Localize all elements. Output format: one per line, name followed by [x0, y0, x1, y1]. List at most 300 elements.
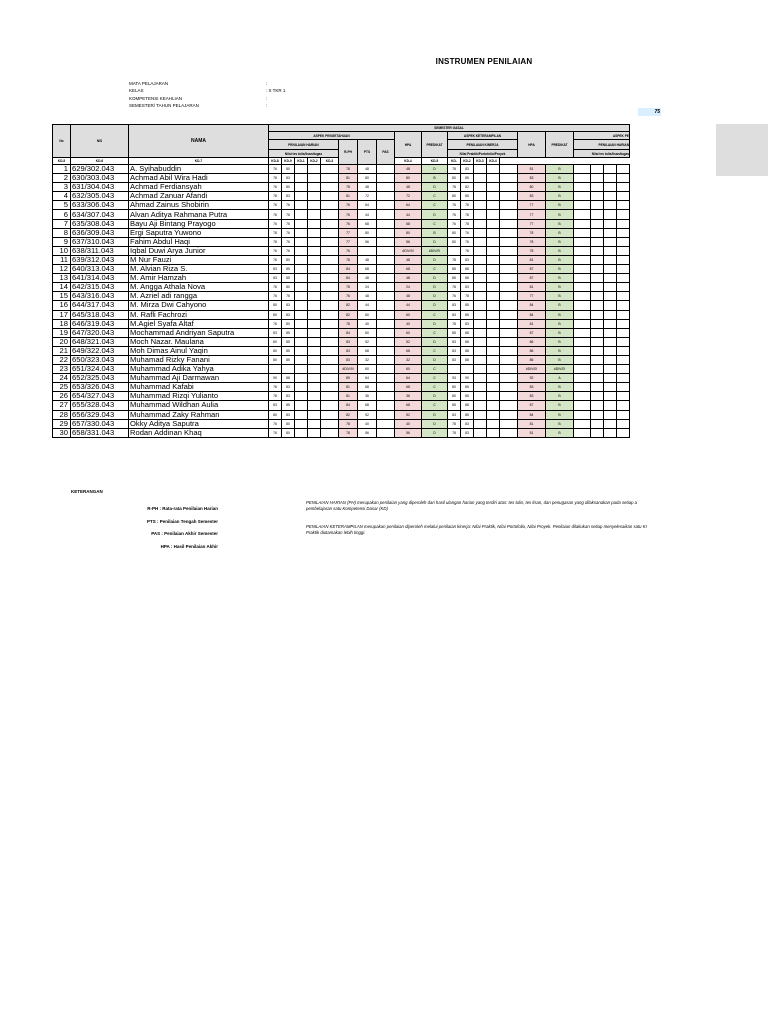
hpa-cell: 60: [395, 310, 422, 319]
kd-cell: [500, 255, 518, 264]
table-row: [53, 337, 630, 346]
no-cell: 24: [53, 374, 71, 383]
kd-cell: [474, 319, 487, 328]
note-line: PENILAIAN KETERAMPILAN merupakan penilaian diperoleh melalui penilaian kinerja: Nilai Praktik, Nilai Portofolio, Nilai Proyek. Penilaian dilakukan setiap menyelesaikan satu KI: [306, 524, 647, 529]
nis-cell: 652/325.043: [71, 374, 129, 383]
table-row: [53, 274, 630, 283]
predikat-k-cell: B: [546, 201, 574, 210]
kd-cell: [308, 301, 321, 310]
kd-cell: [295, 383, 308, 392]
kd-cell: [604, 301, 617, 310]
pas-cell: [377, 265, 395, 274]
kd-cell: [574, 337, 591, 346]
kd-cell: [295, 265, 308, 274]
rph-cell: 84: [339, 274, 358, 283]
kd-cell: [295, 183, 308, 192]
kd-cell: [604, 319, 617, 328]
note-penilaian-harian: [306, 500, 768, 511]
table-row: [53, 283, 630, 292]
name-cell: M. Rafli Fachrozi: [129, 310, 269, 319]
kd-cell: [617, 274, 630, 283]
kd-cell: [308, 410, 321, 419]
hpa-cell: 48: [395, 292, 422, 301]
kd-cell: [574, 310, 591, 319]
pts-cell: 52: [358, 410, 377, 419]
kd-cell: [617, 310, 630, 319]
kd-cell: [617, 365, 630, 374]
kd-cell: [500, 346, 518, 355]
kd-cell: 78: [269, 174, 282, 183]
pas-cell: [377, 346, 395, 355]
hpa-cell: 56: [395, 237, 422, 246]
rph-cell: 84: [339, 328, 358, 337]
predikat-cell: C: [422, 374, 448, 383]
rph-cell: 83: [339, 355, 358, 364]
hpa-k-cell: 78: [518, 237, 546, 246]
kd-cell: [487, 237, 500, 246]
table-row: [53, 174, 630, 183]
hpa-cell: 48: [395, 183, 422, 192]
kd-cell: [308, 337, 321, 346]
no-cell: 22: [53, 355, 71, 364]
kd-cell: [321, 346, 339, 355]
rph-cell: 76: [339, 219, 358, 228]
predikat-k-cell: B: [546, 246, 574, 255]
kd-cell: [487, 192, 500, 201]
kd-cell: [591, 383, 604, 392]
pts-cell: 60: [358, 365, 377, 374]
kd-cell: [295, 174, 308, 183]
kd-cell: [321, 201, 339, 210]
kd-cell: [604, 428, 617, 437]
kd-cell: [295, 392, 308, 401]
rph-cell: 83: [339, 337, 358, 346]
kd-cell: 85: [282, 401, 295, 410]
kd-cell: 78: [448, 428, 461, 437]
legend-item: PTS : Penilaian Tengah Semester: [147, 518, 218, 524]
nis-cell: 647/320.043: [71, 328, 129, 337]
nis-cell: 640/313.043: [71, 265, 129, 274]
kd-cell: [308, 255, 321, 264]
kd-cell: [591, 292, 604, 301]
kd-cell: [308, 183, 321, 192]
pts-cell: 24: [358, 283, 377, 292]
kd-cell: 90: [269, 374, 282, 383]
info-label: KELAS: [129, 88, 144, 94]
kd-cell: 88: [461, 274, 474, 283]
hpa-k-cell: 78: [518, 246, 546, 255]
kd-cell: [282, 365, 295, 374]
hpa-cell: 40: [395, 319, 422, 328]
nis-cell: 630/303.043: [71, 174, 129, 183]
kd-cell: [500, 228, 518, 237]
no-cell: 14: [53, 283, 71, 292]
kd-cell: 80: [269, 337, 282, 346]
predikat-cell: C: [422, 346, 448, 355]
kkm-value: 75: [638, 108, 661, 116]
kd-cell: [487, 165, 500, 174]
pts-cell: [358, 246, 377, 255]
kd-cell: 80: [448, 192, 461, 201]
predikat-cell: C: [422, 310, 448, 319]
kd-cell: [500, 192, 518, 201]
kd-cell: [574, 283, 591, 292]
nis-cell: 649/322.043: [71, 346, 129, 355]
kd-cell: [500, 374, 518, 383]
kd-cell: [295, 301, 308, 310]
kd-cell: [574, 301, 591, 310]
kd-cell: [500, 274, 518, 283]
kd-cell: [308, 246, 321, 255]
name-cell: Muhammad Wildhan Aulia: [129, 401, 269, 410]
hpa-cell: 44: [395, 210, 422, 219]
kd-cell: [500, 292, 518, 301]
nis-cell: 651/324.043: [71, 365, 129, 374]
name-cell: Fahim Abdul Haqi: [129, 237, 269, 246]
predikat-cell: #DIV/0!: [422, 246, 448, 255]
pts-cell: 64: [358, 374, 377, 383]
kd-cell: [321, 365, 339, 374]
no-cell: 11: [53, 255, 71, 264]
kd-cell: 83: [269, 265, 282, 274]
kd-cell: 78: [269, 392, 282, 401]
predikat-k-cell: B: [546, 274, 574, 283]
table-row: [53, 374, 630, 383]
kd-cell: 78: [448, 165, 461, 174]
predikat-k-cell: B: [546, 210, 574, 219]
kd-cell: 76: [282, 292, 295, 301]
pas-cell: [377, 310, 395, 319]
predikat-k-cell: B: [546, 410, 574, 419]
kd-cell: [604, 210, 617, 219]
kd-cell: 80: [282, 255, 295, 264]
info-label: MATA PELAJARAN: [129, 81, 169, 86]
kd-cell: [617, 219, 630, 228]
info-label: SEMESTER/ TAHUN PELAJARAN: [129, 103, 199, 109]
kd-cell: [591, 228, 604, 237]
no-cell: 16: [53, 301, 71, 310]
no-cell: 23: [53, 365, 71, 374]
predikat-k-cell: B: [546, 219, 574, 228]
no-cell: 4: [53, 192, 71, 201]
kd-cell: [474, 210, 487, 219]
kd-header: KD-4: [395, 158, 422, 165]
kd-cell: [487, 401, 500, 410]
info-row: [129, 87, 466, 94]
kd-cell: [617, 337, 630, 346]
predikat-k-cell: B: [546, 392, 574, 401]
kd-cell: [308, 165, 321, 174]
no-cell: 3: [53, 183, 71, 192]
kd-cell: [574, 383, 591, 392]
predikat-k-cell: B: [546, 401, 574, 410]
kd-cell: [591, 346, 604, 355]
rph-cell: 89: [339, 374, 358, 383]
pts-cell: 68: [358, 346, 377, 355]
nis-cell: 629/302.043: [71, 165, 129, 174]
hpa-k-cell: 86: [518, 346, 546, 355]
kd-cell: [321, 419, 339, 428]
no-cell: 18: [53, 319, 71, 328]
pts-cell: 60: [358, 310, 377, 319]
kd-cell: 76: [282, 219, 295, 228]
hpa-k-cell: 83: [518, 392, 546, 401]
kd-header: KD-7: [129, 158, 269, 165]
kd-cell: [617, 210, 630, 219]
predikat-k-cell: B: [546, 183, 574, 192]
kd-cell: [474, 301, 487, 310]
no-cell: 6: [53, 210, 71, 219]
kd-cell: [487, 392, 500, 401]
no-cell: 29: [53, 419, 71, 428]
kd-cell: [321, 283, 339, 292]
nis-cell: 637/310.043: [71, 237, 129, 246]
kd-cell: [448, 365, 461, 374]
table-row: [53, 192, 630, 201]
kd-cell: [295, 201, 308, 210]
hpa-k-cell: 86: [518, 355, 546, 364]
kd-cell: 80: [282, 165, 295, 174]
kd-cell: [474, 401, 487, 410]
kd-cell: [617, 165, 630, 174]
kd-cell: [474, 410, 487, 419]
kd-cell: 82: [461, 183, 474, 192]
hpa-cell: 68: [395, 383, 422, 392]
kd-cell: 85: [461, 392, 474, 401]
kd-cell: [308, 346, 321, 355]
kd-cell: [321, 337, 339, 346]
kd-cell: [487, 246, 500, 255]
kd-cell: [574, 237, 591, 246]
kd-cell: [295, 228, 308, 237]
name-cell: M. Alvian Riza S.: [129, 265, 269, 274]
kd-cell: [308, 428, 321, 437]
col-pas: PAS: [377, 140, 395, 165]
nis-cell: 645/318.043: [71, 310, 129, 319]
rph-cell: 84: [339, 401, 358, 410]
name-cell: Achmad Ferdiansyah: [129, 183, 269, 192]
kd-cell: [617, 228, 630, 237]
predikat-k-cell: B: [546, 428, 574, 437]
kd-cell: 80: [448, 383, 461, 392]
kd-cell: [461, 365, 474, 374]
name-cell: Muhammad Rizqi Yulianto: [129, 392, 269, 401]
pas-cell: [377, 319, 395, 328]
nis-cell: 658/331.043: [71, 428, 129, 437]
hpa-k-cell: 81: [518, 283, 546, 292]
name-cell: Muhammad Kafabi: [129, 383, 269, 392]
kd-header: KD-9: [282, 158, 295, 165]
hpa-k-cell: 77: [518, 201, 546, 210]
nilai-praktik-header: Nilai Praktik/Portofolio/Proyek: [448, 150, 518, 158]
kd-cell: 80: [282, 319, 295, 328]
kd-cell: 83: [461, 283, 474, 292]
rph-cell: 81: [339, 383, 358, 392]
kd-cell: [295, 374, 308, 383]
kd-cell: [604, 401, 617, 410]
no-cell: 27: [53, 401, 71, 410]
kd-cell: [295, 274, 308, 283]
kd-cell: [474, 255, 487, 264]
pts-cell: 40: [358, 319, 377, 328]
name-cell: Moh Dimas Ainul Yaqin: [129, 346, 269, 355]
table-row: [53, 255, 630, 264]
kd-cell: [295, 365, 308, 374]
name-cell: Muhammad Aji Darmawan: [129, 374, 269, 383]
kd-cell: [574, 401, 591, 410]
kd-cell: 78: [448, 183, 461, 192]
rph-cell: #DIV/0!: [339, 365, 358, 374]
kd-cell: 80: [269, 310, 282, 319]
kd-cell: 78: [448, 283, 461, 292]
kd-cell: 76: [282, 237, 295, 246]
table-row: [53, 419, 630, 428]
no-cell: 19: [53, 328, 71, 337]
kd-cell: 76: [282, 201, 295, 210]
kd-cell: 85: [282, 274, 295, 283]
kd-cell: 85: [282, 355, 295, 364]
kd-cell: [487, 319, 500, 328]
kd-cell: [500, 428, 518, 437]
pas-cell: [377, 337, 395, 346]
kd-cell: [487, 301, 500, 310]
kd-cell: [474, 228, 487, 237]
kd-cell: [308, 392, 321, 401]
predikat-k-cell: B: [546, 355, 574, 364]
kd-cell: 78: [461, 210, 474, 219]
pas-cell: [377, 274, 395, 283]
keterangan-title: KETERANGAN: [71, 489, 103, 494]
kd-cell: 80: [448, 174, 461, 183]
kd-cell: [591, 255, 604, 264]
kd-cell: 83: [448, 346, 461, 355]
kd-cell: 85: [282, 328, 295, 337]
rph-cell: 83: [339, 346, 358, 355]
pts-cell: 44: [358, 301, 377, 310]
table-row: [53, 301, 630, 310]
kd-cell: 83: [448, 355, 461, 364]
kd-cell: [604, 246, 617, 255]
kd-cell: [591, 319, 604, 328]
rph-cell: 82: [339, 301, 358, 310]
hpa-k-cell: 86: [518, 337, 546, 346]
hpa-cell: 60: [395, 365, 422, 374]
pts-cell: 32: [358, 355, 377, 364]
kd-cell: 80: [282, 283, 295, 292]
kd-cell: 83: [461, 165, 474, 174]
kd-cell: [321, 292, 339, 301]
kd-cell: 80: [282, 428, 295, 437]
col-rph: R-PH: [339, 140, 358, 165]
note-penilaian-keterampilan: [306, 524, 768, 535]
name-cell: M. Amir Hamzah: [129, 274, 269, 283]
rph-cell: 81: [339, 174, 358, 183]
pas-cell: [377, 374, 395, 383]
kd-cell: [617, 192, 630, 201]
kd-cell: [604, 255, 617, 264]
pts-cell: 56: [358, 428, 377, 437]
kd-cell: [487, 428, 500, 437]
pas-cell: [377, 328, 395, 337]
info-value: :: [266, 95, 268, 101]
kd-cell: [308, 328, 321, 337]
predikat-k-cell: B: [546, 301, 574, 310]
name-cell: M.Agiel Syafa Altaf: [129, 319, 269, 328]
predikat-cell: C: [422, 219, 448, 228]
kd-cell: [574, 192, 591, 201]
rph-cell: 76: [339, 292, 358, 301]
pas-cell: [377, 237, 395, 246]
kd-cell: [295, 419, 308, 428]
kd-cell: [321, 301, 339, 310]
predikat-cell: B: [422, 174, 448, 183]
predikat-cell: B: [422, 228, 448, 237]
kd-cell: [295, 328, 308, 337]
kd-cell: [321, 246, 339, 255]
kd-cell: [574, 365, 591, 374]
kd-cell: [321, 374, 339, 383]
kd-cell: 83: [282, 310, 295, 319]
table-row: [53, 228, 630, 237]
kd-cell: [295, 310, 308, 319]
hpa-cell: 48: [395, 274, 422, 283]
kd-cell: [574, 419, 591, 428]
pas-cell: [377, 228, 395, 237]
kd-cell: [574, 183, 591, 192]
offscreen-header-fill: [716, 124, 768, 176]
kd-cell: [617, 428, 630, 437]
kd-cell: [604, 219, 617, 228]
rph-cell: 81: [339, 392, 358, 401]
kd-cell: [474, 392, 487, 401]
kd-cell: [321, 274, 339, 283]
rph-cell: 81: [339, 192, 358, 201]
kd-cell: [448, 246, 461, 255]
kd-cell: [617, 265, 630, 274]
pts-cell: 40: [358, 419, 377, 428]
kd-cell: 78: [461, 201, 474, 210]
pts-cell: 44: [358, 210, 377, 219]
kd-cell: [574, 319, 591, 328]
kd-cell: [500, 283, 518, 292]
kd-cell: [604, 410, 617, 419]
kd-cell: [321, 428, 339, 437]
kd-cell: [487, 183, 500, 192]
no-cell: 8: [53, 228, 71, 237]
hpa-k-cell: 87: [518, 401, 546, 410]
kd-cell: [321, 237, 339, 246]
kd-cell: 93: [448, 374, 461, 383]
name-cell: A. Syihabuddin: [129, 165, 269, 174]
info-label: KOMPETENSI KEAHLIAN: [129, 95, 183, 101]
kd-cell: [295, 237, 308, 246]
rph-cell: 78: [339, 283, 358, 292]
predikat-cell: D: [422, 237, 448, 246]
pts-cell: 60: [358, 328, 377, 337]
kd-cell: [617, 183, 630, 192]
rph-cell: 76: [339, 210, 358, 219]
table-row: [53, 401, 630, 410]
kd-cell: [474, 365, 487, 374]
predikat-k-cell: B: [546, 265, 574, 274]
kd-cell: [474, 265, 487, 274]
kd-cell: [604, 355, 617, 364]
rph-cell: 76: [339, 246, 358, 255]
predikat-cell: D: [422, 319, 448, 328]
kd-cell: 83: [282, 192, 295, 201]
kd-cell: [617, 374, 630, 383]
no-cell: 28: [53, 410, 71, 419]
